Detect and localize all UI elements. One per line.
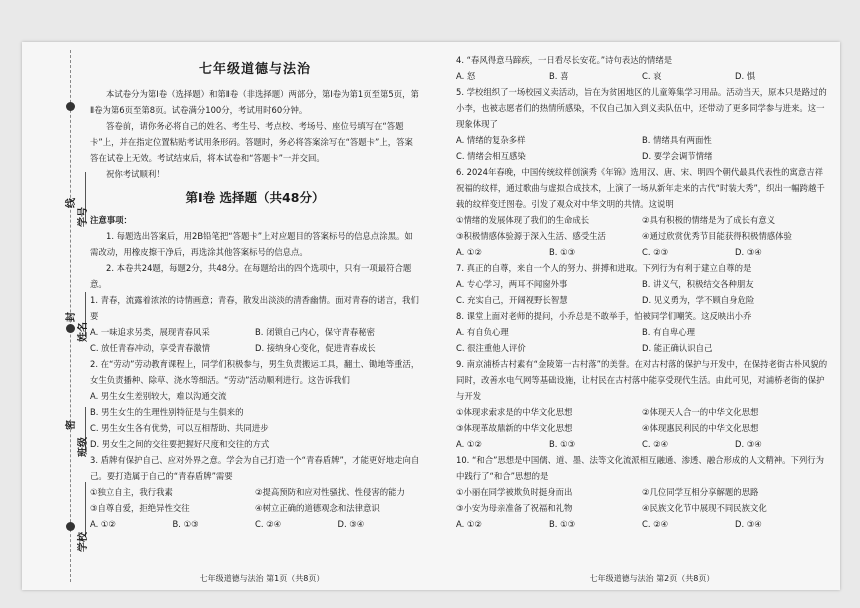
option: A. ①② (90, 519, 116, 529)
question-4: 4. “春风得意马蹄疾，一日看尽长安花。”诗句表达的情绪是 (456, 55, 673, 65)
q10-items (456, 484, 828, 516)
q5-options (456, 132, 828, 164)
option: D. 能正确认识自己 (642, 343, 713, 353)
option: D. 见义勇为，学不顾自身危险 (642, 295, 755, 305)
q10-options (456, 516, 828, 532)
option: D. 接纳身心变化，促进青春成长 (255, 343, 376, 353)
statement: ②体现天人合一的中华文化思想 (642, 407, 759, 417)
option: D. ③④ (735, 439, 762, 449)
option: C. 放任青春冲动，享受青春激情 (90, 343, 211, 353)
option: B. ①③ (549, 247, 576, 257)
exam-title: 七年级道德与法治 (198, 62, 311, 77)
option: B. 情绪具有两面性 (642, 135, 712, 145)
line-mark: 线 (66, 198, 77, 208)
note-item: 1. 每题选出答案后，用2B铅笔把“答题卡”上对应题目的答案标号的信息点涂黑。如需改动，用橡皮擦干净后，再选涂其他答案标号的信息点。 (90, 231, 413, 257)
q6-items (456, 212, 828, 244)
statement: ②几位同学互相分享解题的思路 (642, 487, 759, 497)
option: C. ②③ (642, 247, 669, 257)
q4-options (456, 68, 828, 84)
intro-paragraph: 本试卷分为第Ⅰ卷（选择题）和第Ⅱ卷（非选择题）两部分，第Ⅰ卷为第1页至第5页，第Ⅱ卷为第6页至第8页。试卷满分100分，考试用时60分钟。 (90, 89, 419, 115)
question-9: 9. 南京浦桥古村素有“金陵第一古村落”的美誉。在对古村落的保护与开发中，在保持老街古朴风貌的同时，改善水电气网等基础设施，让村民在古村落中能享受现代生活。由此可见，对浦桥老街的保护与开发 (456, 359, 828, 401)
option: C. 哀 (642, 71, 662, 81)
seal-mark: 封 (66, 312, 77, 322)
option: A. ①② (456, 439, 482, 449)
name-label: 姓名 (78, 322, 89, 342)
school-line (85, 482, 86, 537)
option: A. 怒 (456, 71, 476, 81)
option: A. ①② (456, 247, 482, 257)
q1-options (90, 324, 420, 356)
option: B. 有自卑心理 (642, 327, 695, 337)
statement: ①小丽在同学被欺负时挺身而出 (456, 487, 573, 497)
statement: ①情绪的发展体现了我们的生命成长 (456, 215, 590, 225)
option: D. 男女生之间的交往要把握好尺度和交往的方式 (90, 439, 270, 449)
option: C. 情绪会相互感染 (456, 151, 526, 161)
option: B. 喜 (549, 71, 569, 81)
statement: ④体现惠民利民的中华文化思想 (642, 423, 759, 433)
q9-options (456, 436, 828, 452)
binding-hole (66, 522, 75, 531)
option: B. ①③ (549, 439, 576, 449)
student-no-label: 学号 (78, 207, 89, 227)
page-footer-left: 七年级道德与法治 第1页（共8页） (199, 574, 325, 583)
question-6: 6. 2024年春晚，中国传统纹样创演秀《年锦》选用汉、唐、宋、明四个朝代最具代表性的寓意吉祥祝福的纹样，通过歌曲与虚拟合成技术，上演了一场从新年走来的古代“时装大秀”，织出一幅跨越千载的纹样变迁图卷。引发了观众对中华文明的共情。这说明 (456, 167, 825, 209)
option: A. 有自负心理 (456, 327, 509, 337)
question-7: 7. 真正的自尊，来自一个人的努力、拼搏和进取。下列行为有利于建立自尊的是 (456, 263, 752, 273)
option: A. ①② (456, 519, 482, 529)
option: C. 男生女生各有优势，可以互相帮助、共同进步 (90, 423, 269, 433)
q7-options (456, 276, 828, 308)
section-title: 第Ⅰ卷 选择题（共48分） (185, 190, 325, 205)
statement: ①独立自主，我行我素 (90, 487, 173, 497)
statement: ①体现求索求是的中华文化思想 (456, 407, 573, 417)
statement: ④树立正确的道德观念和法律意识 (255, 503, 380, 513)
question-3: 3. 盾牌有保护自己、应对外界之意。学会为自己打造一个“青春盾牌”，才能更好地走向自己。要打造属于自己的“青春盾牌”需要 (90, 455, 420, 481)
note-item: 2. 本卷共24题，每题2分，共48分。在每题给出的四个选项中，只有一项最符合题意。 (90, 263, 412, 289)
question-5: 5. 学校组织了一场校园义卖活动，旨在为贫困地区的儿童筹集学习用品。活动当天，原本只是路过的小李，也被志愿者们的热情所感染，不仅自己加入到义卖队伍中，还带动了更多同学参与进来。这一现象体现了 (456, 87, 827, 129)
q3-items (90, 484, 420, 516)
intro-wish: 祝你考试顺利！ (106, 169, 165, 179)
statement: ③体现革故鼎新的中华文化思想 (456, 423, 573, 433)
option: A. 专心学习，两耳不闻窗外事 (456, 279, 568, 289)
page-footer-right: 七年级道德与法治 第2页（共8页） (589, 574, 715, 583)
right-page (456, 52, 828, 532)
option: D. ③④ (337, 519, 365, 529)
option: D. 惧 (735, 71, 756, 81)
q3-options (90, 516, 420, 532)
statement: ②具有积极的情绪是为了成长有意义 (642, 215, 776, 225)
left-page (90, 52, 420, 532)
statement: ③自尊自爱，拒绝异性交往 (90, 503, 190, 513)
q2-options (90, 388, 420, 452)
option: A. 一味追求另类，展现青春风采 (90, 327, 210, 337)
statement: ③积极情感体验源于深入生活、感受生活 (456, 231, 606, 241)
school-label: 学校 (78, 532, 89, 552)
option: B. 闭锁自己内心，保守青春秘密 (255, 327, 375, 337)
question-2: 2. 在“劳动”劳动教育课程上，同学们积极参与，男生负责搬运工具，翻土、锄地等重活，女生负责播种、除草、浇水等细活。“劳动”活动顺利进行。这告诉我们 (90, 359, 420, 385)
option: C. ②④ (642, 439, 669, 449)
option: B. 讲义气，积极结交各种朋友 (642, 279, 754, 289)
q6-options (456, 244, 828, 260)
option: B. 男生女生的生理性别特征是与生俱来的 (90, 407, 244, 417)
dense-mark: 密 (66, 420, 77, 430)
question-10: 10. “和合”思想是中国儒、道、墨、法等文化流派相互融通、渗透、融合形成的人文精神。下列行为中践行了“和合”思想的是 (456, 455, 825, 481)
option: D. ③④ (735, 247, 762, 257)
option: D. 要学会调节情绪 (642, 151, 713, 161)
option: C. 很注重他人评价 (456, 343, 526, 353)
statement: ④通过欣赏优秀节目能获得积极情感体验 (642, 231, 792, 241)
statement: ④民族文化节中展现不同民族文化 (642, 503, 767, 513)
option: B. ①③ (172, 519, 199, 529)
statement: ②提高预防和应对性骚扰、性侵害的能力 (255, 487, 405, 497)
option: C. 充实自己，开阔视野长智慧 (456, 295, 568, 305)
question-8: 8. 课堂上面对老师的提问，小乔总是不敢举手，怕被同学们嘲笑。这反映出小乔 (456, 311, 752, 321)
option: B. ①③ (549, 519, 576, 529)
question-1: 1. 青春，流露着浓浓的诗情画意；青春，散发出淡淡的清香幽情。面对青春的诺言，我们要 (90, 295, 419, 321)
q9-items (456, 404, 828, 436)
binding-hole (66, 102, 75, 111)
exam-sheet (22, 42, 840, 590)
intro-paragraph: 答卷前，请你务必将自己的姓名、考生号、考点校、考场号、座位号填写在“答题卡”上，并在指定位置粘贴考试用条形码。答题时，务必将答案涂写在“答题卡”上，答案答在试卷上无效。考试结束后，将本试卷和“答题卡”一并交回。 (90, 121, 413, 163)
option: A. 男生女生差别较大，难以沟通交流 (90, 391, 227, 401)
option: C. ②④ (642, 519, 669, 529)
option: D. ③④ (735, 519, 762, 529)
class-label: 班级 (78, 437, 89, 457)
notes-heading: 注意事项： (90, 215, 132, 225)
statement: ③小安为母亲准备了祝福和礼物 (456, 503, 573, 513)
q8-options (456, 324, 828, 356)
option: A. 情绪的复杂多样 (456, 135, 526, 145)
option: C. ②④ (255, 519, 282, 529)
